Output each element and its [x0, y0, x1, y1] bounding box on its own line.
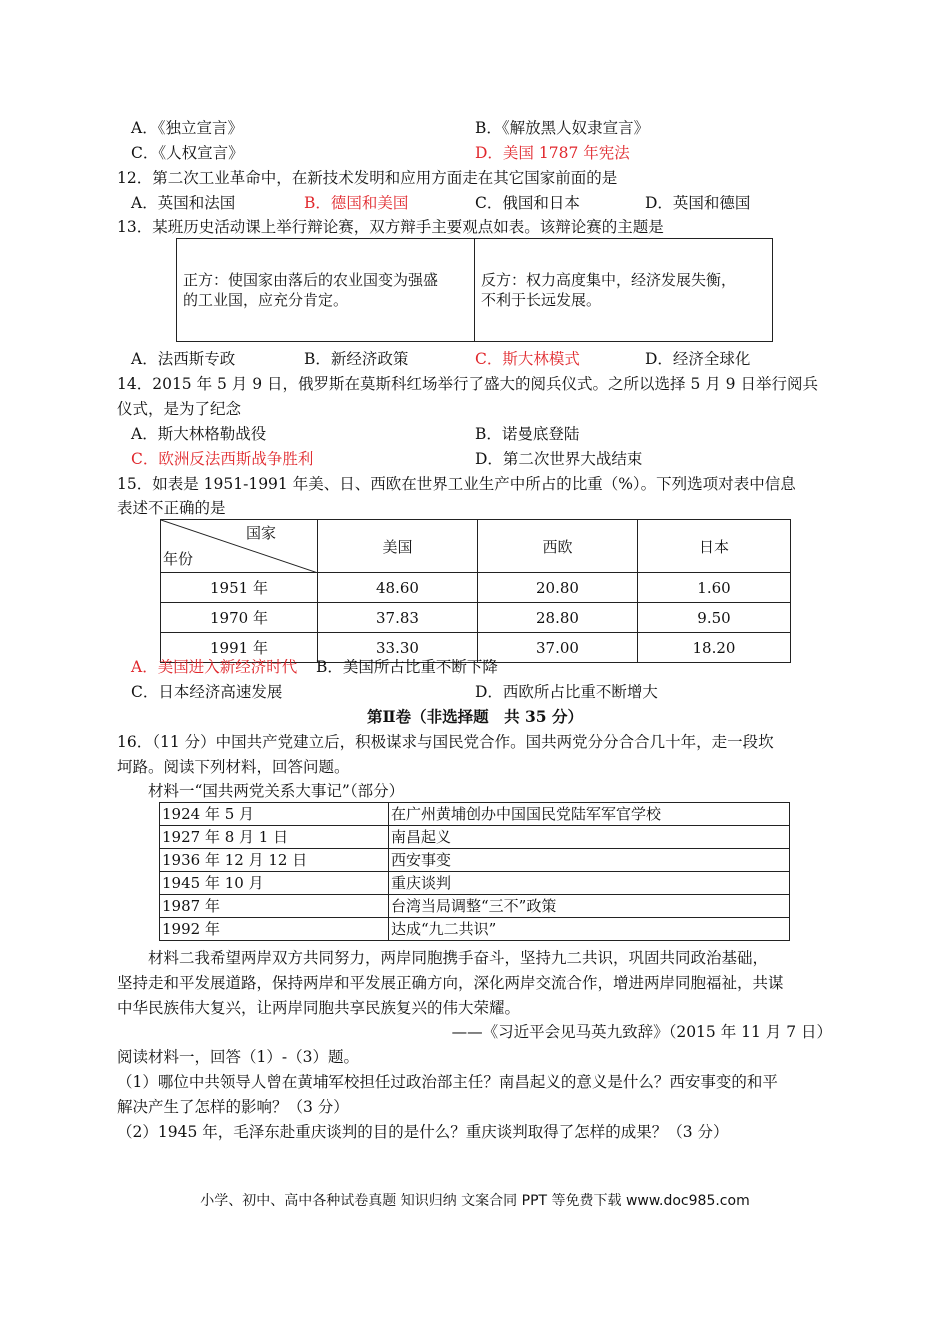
q14-option-b: B．诺曼底登陆 [475, 425, 580, 443]
material2-line3: 中华民族伟大复兴，让两岸同胞共享民族复兴的伟大荣耀。 [117, 999, 521, 1017]
q15-option-d: D．西欧所占比重不断增大 [475, 683, 658, 701]
q11-option-a: A．《独立宣言》 [131, 119, 243, 137]
event-date: 1945 年 10 月 [160, 872, 389, 895]
table-row [160, 918, 790, 941]
q13-pro-cell [177, 239, 475, 342]
material2-line2: 坚持走和平发展道路，保持两岸和平发展正确方向，深化两岸交流合作，增进两岸同胞福祉，共谋 [117, 974, 784, 992]
q15-stem-line1: 15．如表是 1951-1991 年美、日、西欧在世界工业生产中所占的比重（%）。下列选项对表中信息 [117, 475, 796, 493]
table-row [160, 849, 790, 872]
section-2-title: 第Ⅱ卷（非选择题 共 35 分） [367, 707, 583, 726]
q16-stem-line2: 坷路。阅读下列材料，回答问题。 [117, 758, 350, 776]
table-row [160, 803, 790, 826]
event-desc: 达成“九二共识” [389, 918, 790, 941]
q15-value-cell: 37.83 [318, 603, 478, 633]
q16-stem-line1: 16．（11 分）中国共产党建立后，积极谋求与国民党合作。国共两党分分合合几十年，走一段坎 [117, 733, 774, 751]
page-footer: 小学、初中、高中各种试卷真题 知识归纳 文案合同 PPT 等免费下载 www.doc985.com [200, 1193, 750, 1209]
event-date: 1927 年 8 月 1 日 [160, 826, 389, 849]
material1-title: 材料一“国共两党关系大事记”（部分） [148, 782, 405, 800]
q16-sub1-line2: 解决产生了怎样的影响？（3 分） [117, 1098, 349, 1116]
q13-debate-table [176, 238, 773, 342]
q12-option-d: D．英国和德国 [645, 194, 751, 212]
q15-header-year: 年份 [163, 550, 194, 568]
event-date: 1987 年 [160, 895, 389, 918]
q11-option-c: C．《人权宣言》 [131, 144, 244, 162]
q13-pro-line2: 的工业国，应充分肯定。 [183, 291, 349, 309]
q12-option-a: A．英国和法国 [131, 194, 236, 212]
q13-con-line1: 反方：权力高度集中，经济发展失衡， [481, 271, 737, 289]
event-desc: 南昌起义 [389, 826, 790, 849]
q12-option-b-answer: B．德国和美国 [304, 194, 409, 212]
q15-year-cell: 1991 年 [161, 633, 318, 663]
q13-option-a: A．法西斯专政 [131, 350, 236, 368]
q14-option-d: D．第二次世界大战结束 [475, 450, 643, 468]
q15-value-cell: 1.60 [638, 573, 791, 603]
event-desc: 西安事变 [389, 849, 790, 872]
q13-option-b: B．新经济政策 [304, 350, 409, 368]
event-date: 1936 年 12 月 12 日 [160, 849, 389, 872]
q13-option-d: D．经济全球化 [645, 350, 751, 368]
event-date: 1924 年 5 月 [160, 803, 389, 826]
q13-pro-line1: 正方：使国家由落后的农业国变为强盛 [183, 271, 439, 289]
table-row [160, 895, 790, 918]
q15-header-diagonal-cell [161, 520, 318, 573]
table-row [161, 603, 791, 633]
q14-stem-line2: 仪式，是为了纪念 [117, 400, 242, 418]
q15-column-header: 日本 [638, 520, 791, 573]
q15-value-cell: 9.50 [638, 603, 791, 633]
q15-value-cell: 48.60 [318, 573, 478, 603]
q15-year-cell: 1951 年 [161, 573, 318, 603]
q14-option-a: A．斯大林格勒战役 [131, 425, 267, 443]
event-desc: 在广州黄埔创办中国国民党陆军军官学校 [389, 803, 790, 826]
q15-option-c: C．日本经济高速发展 [131, 683, 283, 701]
q13-option-c-answer: C．斯大林模式 [475, 350, 580, 368]
q16-sub2: （2）1945 年，毛泽东赴重庆谈判的目的是什么？重庆谈判取得了怎样的成果？（3 分） [117, 1123, 729, 1141]
q13-stem: 13．某班历史活动课上举行辩论赛，双方辩手主要观点如表。该辩论赛的主题是 [117, 218, 664, 236]
q15-value-cell: 20.80 [478, 573, 638, 603]
q12-stem: 12．第二次工业革命中，在新技术发明和应用方面走在其它国家前面的是 [117, 169, 618, 187]
material2-line1: 材料二我希望两岸双方共同努力，两岸同胞携手奋斗，坚持九二共识，巩固共同政治基础， [148, 949, 769, 967]
table-row [160, 872, 790, 895]
q14-stem-line1: 14．2015 年 5 月 9 日，俄罗斯在莫斯科红场举行了盛大的阅兵仪式。之所以选择 5 月 9 日举行阅兵 [117, 375, 818, 393]
q15-data-table [160, 519, 791, 663]
q15-value-cell: 33.30 [318, 633, 478, 663]
event-date: 1992 年 [160, 918, 389, 941]
q11-option-b: B．《解放黑人奴隶宣言》 [475, 119, 650, 137]
material1-events-table [159, 802, 790, 941]
q15-value-cell: 18.20 [638, 633, 791, 663]
event-desc: 台湾当局调整“三不”政策 [389, 895, 790, 918]
q15-column-header: 西欧 [478, 520, 638, 573]
q16-instruction: 阅读材料一，回答（1）-（3）题。 [117, 1048, 359, 1066]
q15-value-cell: 37.00 [478, 633, 638, 663]
q13-con-line2: 不利于长远发展。 [481, 291, 602, 309]
q15-year-cell: 1970 年 [161, 603, 318, 633]
q15-column-header: 美国 [318, 520, 478, 573]
event-desc: 重庆谈判 [389, 872, 790, 895]
q15-value-cell: 28.80 [478, 603, 638, 633]
q15-option-b: B．美国所占比重不断下降 [316, 658, 498, 676]
q11-option-d-answer: D．美国 1787 年宪法 [475, 144, 630, 162]
q15-stem-line2: 表述不正确的是 [117, 499, 226, 517]
q14-option-c-answer: C．欧洲反法西斯战争胜利 [131, 450, 314, 468]
q12-option-c: C．俄国和日本 [475, 194, 580, 212]
table-row [160, 826, 790, 849]
q15-header-country: 国家 [246, 524, 277, 542]
q15-option-a-answer: A．美国进入新经济时代 [131, 658, 298, 676]
q13-con-cell [475, 239, 773, 342]
table-row [161, 573, 791, 603]
q16-sub1-line1: （1）哪位中共领导人曾在黄埔军校担任过政治部主任？南昌起义的意义是什么？西安事变的和平 [117, 1073, 778, 1091]
material2-source: ——《习近平会见马英九致辞》（2015 年 11 月 7 日） [451, 1023, 832, 1041]
